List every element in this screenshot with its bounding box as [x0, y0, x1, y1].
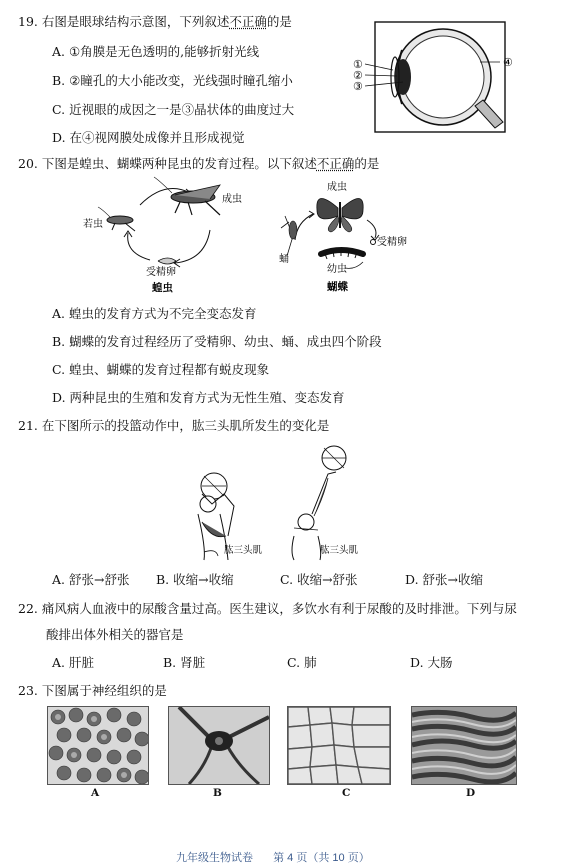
q20-option-c[interactable]: C. 蝗虫、蝴蝶的发育过程都有蜕皮现象	[52, 362, 270, 377]
q22-option-b[interactable]: B. 肾脏	[163, 655, 206, 670]
caterpillar-icon	[321, 250, 363, 259]
butterfly-icon	[317, 198, 363, 232]
tile-caption-b: B	[213, 787, 222, 799]
q19-option-d[interactable]: D. 在④视网膜处成像并且形成视觉	[52, 130, 245, 145]
q19-stem	[18, 12, 292, 30]
eye-label-1: ①	[353, 58, 363, 71]
q20-stem	[18, 154, 379, 172]
q21-option-a[interactable]: A. 舒张→舒张	[52, 572, 130, 587]
egg-cluster-icon	[158, 258, 176, 264]
locust-nymph-label: 若虫	[83, 219, 103, 230]
shooter-release-figure	[292, 446, 346, 560]
q19-option-c[interactable]: C. 近视眼的成因之一是③晶状体的曲度过大	[52, 102, 295, 117]
pupa-icon	[281, 216, 297, 256]
tissue-image-b[interactable]	[168, 706, 270, 785]
question-number: 20.	[18, 156, 38, 171]
blood-cells-micrograph	[48, 707, 148, 784]
q20-option-d[interactable]: D. 两种昆虫的生殖和发育方式为无性生殖、变态发育	[52, 390, 345, 405]
tile-caption-c: C	[342, 787, 351, 799]
q23-stem	[18, 681, 167, 699]
locust-egg-label: 受精卵	[146, 267, 176, 278]
question-number: 21.	[18, 418, 38, 433]
basketball-shooting-diagram	[182, 444, 382, 562]
triceps-label-right: 肱三头肌	[320, 545, 359, 556]
q22-stem-line-2: 酸排出体外相关的器官是	[46, 627, 184, 642]
q20-option-b[interactable]: B. 蝴蝶的发育过程经历了受精卵、幼虫、蛹、成虫四个阶段	[52, 334, 382, 349]
butterfly-egg-icon	[371, 240, 376, 245]
butterfly-pupa-label: 蛹	[279, 254, 289, 265]
butterfly-larva-label: 幼虫	[327, 264, 347, 275]
q21-stem	[18, 416, 329, 434]
page-footer	[176, 849, 370, 865]
q22-option-a[interactable]: A. 肝脏	[52, 655, 94, 670]
negation-emphasis: 不正确	[229, 14, 267, 29]
stem-text-end: 的是	[354, 156, 380, 171]
locust-life-cycle-diagram	[80, 175, 270, 295]
cell-mesh-micrograph	[288, 707, 390, 784]
tissue-image-d[interactable]	[411, 706, 517, 785]
muscle-fiber-micrograph	[412, 707, 516, 784]
q19-option-b[interactable]: B. ②瞳孔的大小能改变，光线强时瞳孔缩小	[52, 73, 293, 88]
tile-caption-d: D	[466, 787, 476, 799]
tissue-image-a[interactable]	[47, 706, 149, 785]
question-number: 22.	[18, 601, 38, 616]
q22-option-d[interactable]: D. 大肠	[410, 655, 453, 670]
eye-label-4: ④	[503, 56, 513, 69]
q22-stem-line-1	[18, 599, 517, 617]
tissue-image-c[interactable]	[287, 706, 391, 785]
question-number: 23.	[18, 683, 38, 698]
stem-text-end: 的是	[266, 14, 292, 29]
q21-option-d[interactable]: D. 舒张→收缩	[405, 572, 483, 587]
eye-label-2: ②	[353, 69, 363, 82]
eyeball-diagram	[345, 20, 545, 135]
locust-adult-label: 成虫	[222, 194, 242, 205]
stem-text: 痛风病人血液中的尿酸含量过高。医生建议，多饮水有利于尿酸的及时排泄。下列与尿	[41, 601, 517, 616]
stem-text: 右图是眼球结构示意图，下列叙述	[41, 14, 230, 29]
page-number: 第 4 页（共 10 页）	[273, 852, 370, 864]
stem-text: 在下图所示的投篮动作中，肱三头肌所发生的变化是	[41, 418, 330, 433]
butterfly-egg-label: 受精卵	[377, 237, 407, 248]
q20-option-a[interactable]: A. 蝗虫的发育方式为不完全变态发育	[52, 306, 257, 321]
q21-option-b[interactable]: B. 收缩→收缩	[156, 572, 234, 587]
q21-option-c[interactable]: C. 收缩→舒张	[280, 572, 358, 587]
question-number: 19.	[18, 14, 38, 29]
butterfly-caption: 蝴蝶	[327, 281, 348, 293]
butterfly-adult-label: 成虫	[327, 182, 347, 193]
q22-option-c[interactable]: C. 肺	[287, 655, 317, 670]
negation-emphasis: 不正确	[316, 156, 355, 171]
q19-option-a[interactable]: A. ①角膜是无色透明的,能够折射光线	[52, 44, 260, 59]
neuron-micrograph	[169, 707, 269, 784]
stem-text: 下图是蝗虫、蝴蝶两种昆虫的发育过程。以下叙述	[41, 156, 317, 171]
eye-label-3: ③	[353, 80, 363, 93]
adult-locust-icon	[154, 177, 220, 215]
butterfly-life-cycle-diagram	[275, 180, 425, 298]
triceps-label-left: 肱三头肌	[224, 545, 263, 556]
locust-caption: 蝗虫	[152, 282, 173, 294]
nymph-locust-icon	[98, 207, 135, 231]
stem-text: 下图属于神经组织的是	[41, 683, 167, 698]
exam-title: 九年级生物试卷	[176, 852, 253, 864]
tile-caption-a: A	[91, 787, 100, 799]
